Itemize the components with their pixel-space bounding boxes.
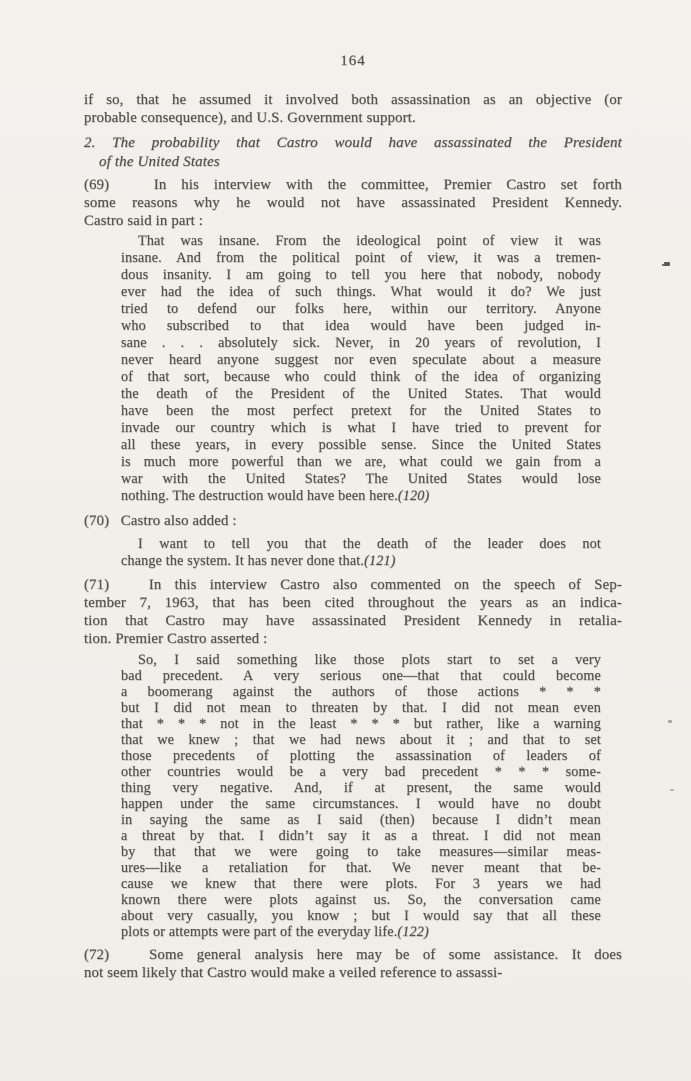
quote-lines xyxy=(121,233,601,488)
text-line: insane. And from the political point of view, it was a tremen- xyxy=(121,250,601,266)
text-line: tried to defend our folks here, within our territory. Anyone xyxy=(121,301,601,317)
text-line: who subscribed to that idea would have been judged in- xyxy=(121,318,601,334)
text-line: tember 7, 1963, that has been cited throughout the years as an indica- xyxy=(84,595,622,611)
text-line: not seem likely that Castro would make a veiled reference to assassi- xyxy=(84,965,503,981)
text-line: I want to tell you that the death of the leader does not xyxy=(138,536,601,552)
paragraph-continuation xyxy=(84,91,622,127)
text-line: all these years, in every possible sense. Since the United States xyxy=(121,437,601,453)
paragraph-72 xyxy=(84,946,622,982)
scan-speck xyxy=(670,789,674,791)
text-line: that we knew ; that we had news about it ; and that to set xyxy=(121,732,601,748)
text-line: by that that we were going to take measures—similar meas- xyxy=(121,844,601,860)
text-line: ever had the idea of such things. What would it do? We just xyxy=(121,284,601,300)
text-line: is much more powerful than we are, what could we gain from a xyxy=(121,454,601,470)
paragraph-71 xyxy=(84,576,622,648)
text-line: (72) Some general analysis here may be of some assistance. It does xyxy=(84,947,622,963)
block-quote-121 xyxy=(121,536,601,570)
text-line: (70) Castro also added : xyxy=(84,513,237,529)
text-line: 2. The probability that Castro would have assassinated the President xyxy=(84,135,622,151)
text-line: sane . . . absolutely sick. Never, in 20 years of revolution, I xyxy=(121,335,601,351)
text-line: happen under the same circumstances. I would have no doubt xyxy=(121,796,601,812)
text-line: bad precedent. A very serious one—that that could become xyxy=(121,668,601,684)
scan-speck xyxy=(668,720,672,723)
text-line: that * * * not in the least * * * but rather, like a warning xyxy=(121,716,601,732)
text-line: known there were plots against us. So, the conversation came xyxy=(121,892,601,908)
text-line: dous insanity. I am going to tell you here that nobody, nobody xyxy=(121,267,601,283)
text-line: the death of the President of the United States. That would xyxy=(121,386,601,402)
text-line: but I did not mean to threaten by that. I did not mean even xyxy=(121,700,601,716)
text-column xyxy=(84,0,622,982)
citation-ref: (120) xyxy=(397,488,430,504)
text-line: of that sort, because who could think of the idea of organizing xyxy=(121,369,601,385)
text-line: never heard anyone suggest nor even speculate about a measure xyxy=(121,352,601,368)
page-number: 164 xyxy=(340,53,366,69)
text-line: (71) In this interview Castro also commented on the speech of Sep- xyxy=(84,577,622,593)
text-line: some reasons why he would not have assassinated President Kennedy. xyxy=(84,195,622,211)
text-line: (69) In his interview with the committee, Premier Castro set forth xyxy=(84,177,622,193)
quote-text: change the system. It has never done that. xyxy=(121,553,365,569)
text-line: cause we knew that there were plots. For 3 years we had xyxy=(121,876,601,892)
paragraph-70 xyxy=(84,512,622,530)
citation-ref: (122) xyxy=(397,924,429,940)
quote-text: plots or attempts were part of the everyday life. xyxy=(121,924,398,940)
text-line: invade our country which is what I have tried to prevent for xyxy=(121,420,601,436)
citation-ref: (121) xyxy=(364,553,396,569)
text-line: a boomerang against the authors of those actions * * * xyxy=(121,684,601,700)
scan-speck xyxy=(664,262,670,266)
text-line: those precedents of plotting the assassination of leaders of xyxy=(121,748,601,764)
text-line: if so, that he assumed it involved both assassination as an objective (or xyxy=(84,92,622,108)
text-line: tion. Premier Castro asserted : xyxy=(84,631,268,647)
text-line: a threat by that. I didn’t say it as a threat. I did not mean xyxy=(121,828,601,844)
block-quote-120 xyxy=(121,233,601,505)
section-heading xyxy=(84,134,622,172)
quote-lines xyxy=(121,652,601,924)
text-line: That was insane. From the ideological point of view it was xyxy=(138,233,601,249)
quote-text: nothing. The destruction would have been here. xyxy=(121,488,398,504)
quote-lines xyxy=(121,536,601,553)
text-line: in saying the same as I said (then) because I didn’t mean xyxy=(121,812,601,828)
text-line: thing very negative. And, if at present, the same would xyxy=(121,780,601,796)
text-line: about very casually, you know ; but I would say that all these xyxy=(121,908,601,924)
text-line: ures—like a retaliation for that. We never meant that be- xyxy=(121,860,601,876)
text-line: Castro said in part : xyxy=(84,213,204,229)
block-quote-122 xyxy=(121,652,601,940)
text-line: tion that Castro may have assassinated President Kennedy in retalia- xyxy=(84,613,622,629)
paragraph-69 xyxy=(84,176,622,230)
text-line: of the United States xyxy=(99,154,220,170)
text-line: So, I said something like those plots start to set a very xyxy=(138,652,601,668)
text-line: probable consequence), and U.S. Government support. xyxy=(84,110,416,126)
text-line xyxy=(121,924,601,940)
text-line: have been the most perfect pretext for the United States to xyxy=(121,403,601,419)
text-line xyxy=(121,553,601,570)
text-line: other countries would be a very bad precedent * * * some- xyxy=(121,764,601,780)
text-line: war with the United States? The United States would lose xyxy=(121,471,601,487)
text-line xyxy=(121,488,601,505)
